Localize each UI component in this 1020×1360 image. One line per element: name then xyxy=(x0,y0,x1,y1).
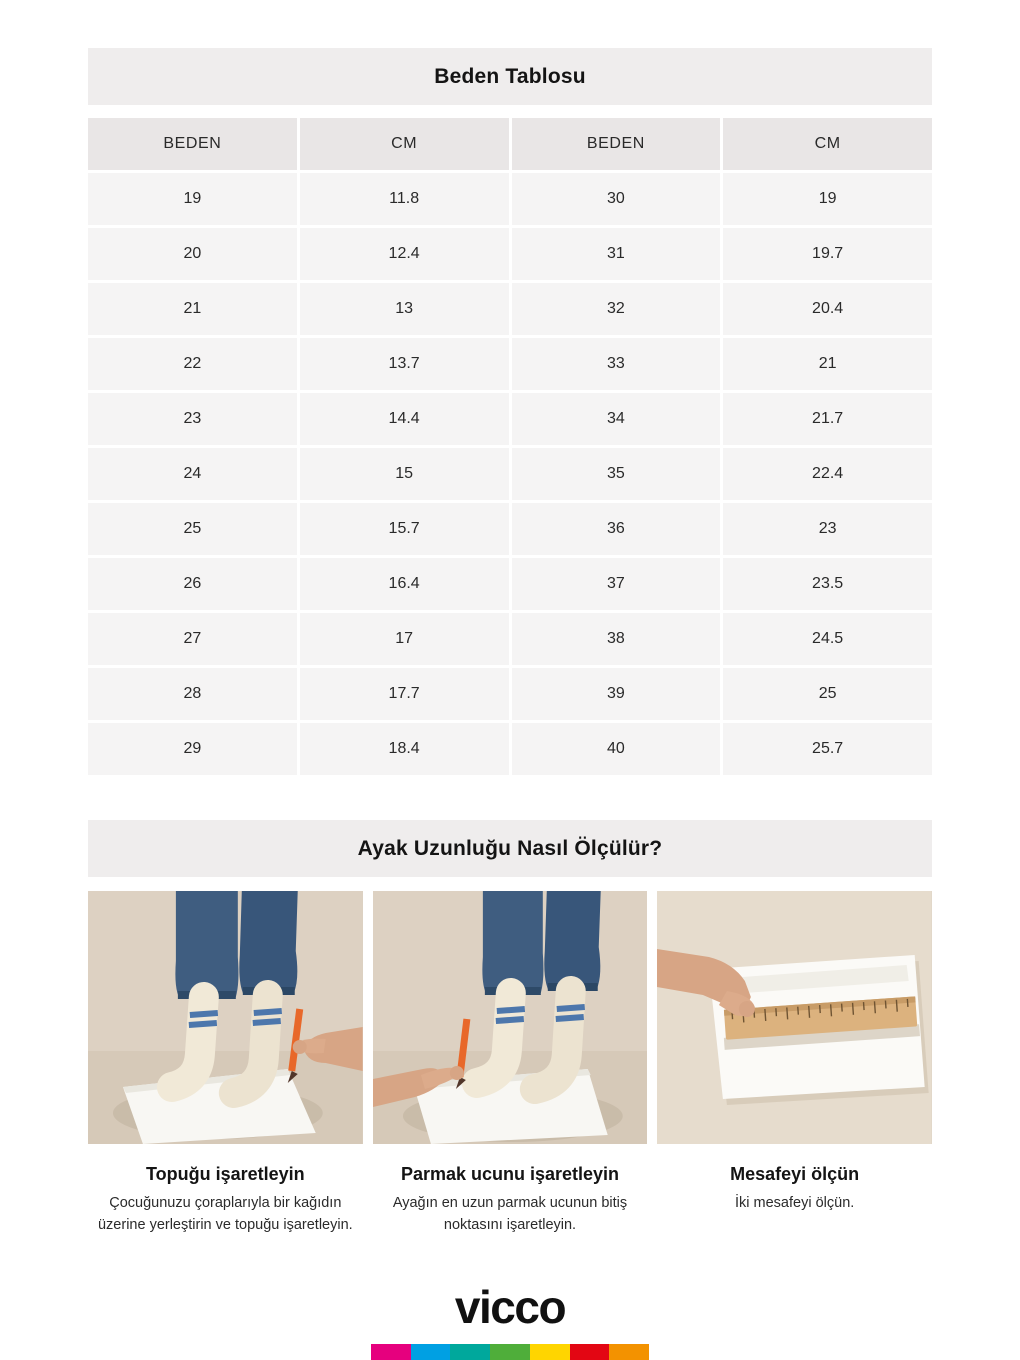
table-cell: 36 xyxy=(512,503,721,555)
step-description: Ayağın en uzun parmak ucunun bitiş noktasını işaretleyin. xyxy=(392,1195,628,1233)
table-cell: 15.7 xyxy=(300,503,509,555)
table-header-cell: CM xyxy=(723,118,932,170)
brand-rainbow-bar xyxy=(371,1344,649,1360)
table-cell: 23.5 xyxy=(723,558,932,610)
table-cell: 34 xyxy=(512,393,721,445)
table-cell: 28 xyxy=(88,668,297,720)
brand-logo: vicco xyxy=(454,1281,566,1333)
table-cell: 16.4 xyxy=(300,558,509,610)
table-cell: 26 xyxy=(88,558,297,610)
table-cell: 19 xyxy=(88,173,297,225)
ruler-measuring-illustration xyxy=(657,891,932,1144)
step-description: Çocuğunuzu çoraplarıyla bir kağıdın üzerine yerleştirin ve topuğu işaretleyin. xyxy=(97,1195,353,1233)
table-cell: 25.7 xyxy=(723,723,932,775)
table-cell: 23 xyxy=(723,503,932,555)
table-header-cell: CM xyxy=(300,118,509,170)
step-toe xyxy=(373,891,648,1237)
table-cell: 20 xyxy=(88,228,297,280)
measure-steps xyxy=(88,891,932,1237)
table-cell: 20.4 xyxy=(723,283,932,335)
table-cell: 11.8 xyxy=(300,173,509,225)
ruler-measuring-photo xyxy=(657,891,932,1144)
table-header-cell: BEDEN xyxy=(512,118,721,170)
table-cell: 22.4 xyxy=(723,448,932,500)
table-cell: 19 xyxy=(723,173,932,225)
size-table xyxy=(88,118,932,775)
heel-marking-illustration xyxy=(88,891,363,1144)
table-cell: 23 xyxy=(88,393,297,445)
step-heading: Parmak ucunu işaretleyin xyxy=(400,1164,620,1184)
table-cell: 12.4 xyxy=(300,228,509,280)
table-cell: 39 xyxy=(512,668,721,720)
table-cell: 33 xyxy=(512,338,721,390)
table-cell: 25 xyxy=(88,503,297,555)
rainbow-segment xyxy=(490,1344,530,1360)
table-cell: 24.5 xyxy=(723,613,932,665)
table-cell: 32 xyxy=(512,283,721,335)
table-cell: 13 xyxy=(300,283,509,335)
table-cell: 29 xyxy=(88,723,297,775)
measure-title-bar xyxy=(88,820,932,877)
table-cell: 21.7 xyxy=(723,393,932,445)
step-measure xyxy=(657,891,932,1237)
step-description: İki mesafeyi ölçün. xyxy=(735,1195,855,1211)
table-cell: 21 xyxy=(88,283,297,335)
table-cell: 27 xyxy=(88,613,297,665)
rainbow-segment xyxy=(371,1344,411,1360)
table-cell: 14.4 xyxy=(300,393,509,445)
table-cell: 38 xyxy=(512,613,721,665)
rainbow-segment xyxy=(411,1344,451,1360)
table-cell: 17.7 xyxy=(300,668,509,720)
table-cell: 31 xyxy=(512,228,721,280)
toe-marking-photo xyxy=(373,891,648,1144)
table-header-cell: BEDEN xyxy=(88,118,297,170)
table-cell: 15 xyxy=(300,448,509,500)
size-table-title-bar xyxy=(88,48,932,105)
size-table-title: Beden Tablosu xyxy=(434,64,586,88)
table-cell: 17 xyxy=(300,613,509,665)
table-cell: 22 xyxy=(88,338,297,390)
toe-marking-illustration xyxy=(373,891,648,1144)
heel-marking-photo xyxy=(88,891,363,1144)
step-heading: Topuğu işaretleyin xyxy=(145,1164,305,1184)
step-heel xyxy=(88,891,363,1237)
rainbow-segment xyxy=(570,1344,610,1360)
table-cell: 21 xyxy=(723,338,932,390)
table-cell: 25 xyxy=(723,668,932,720)
table-cell: 35 xyxy=(512,448,721,500)
rainbow-segment xyxy=(609,1344,649,1360)
table-cell: 40 xyxy=(512,723,721,775)
table-cell: 13.7 xyxy=(300,338,509,390)
table-cell: 18.4 xyxy=(300,723,509,775)
rainbow-segment xyxy=(450,1344,490,1360)
table-cell: 37 xyxy=(512,558,721,610)
measure-title: Ayak Uzunluğu Nasıl Ölçülür? xyxy=(357,836,663,860)
step-heading: Mesafeyi ölçün xyxy=(730,1164,860,1184)
table-cell: 24 xyxy=(88,448,297,500)
table-cell: 19.7 xyxy=(723,228,932,280)
table-cell: 30 xyxy=(512,173,721,225)
rainbow-segment xyxy=(530,1344,570,1360)
